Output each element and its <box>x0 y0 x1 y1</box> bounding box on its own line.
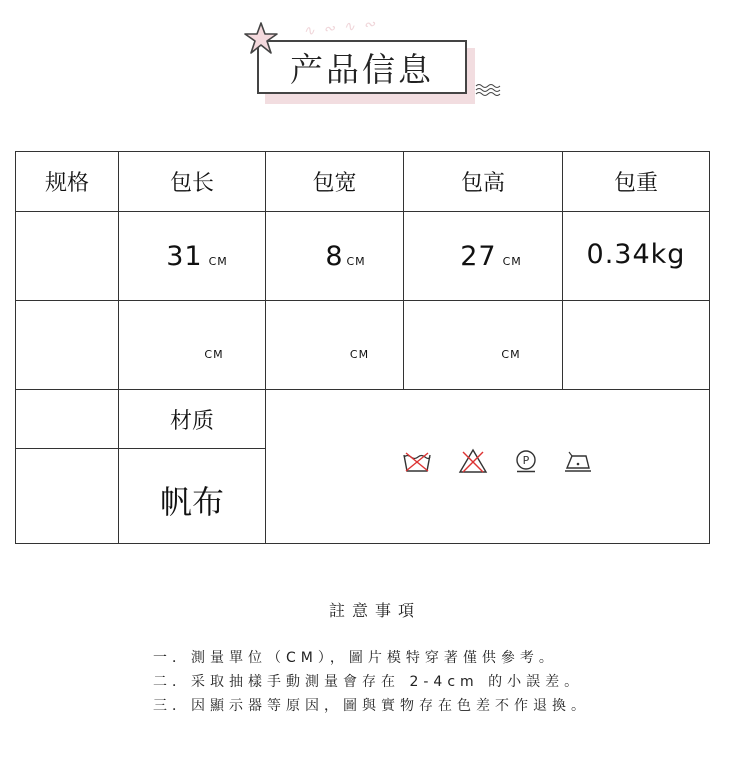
header-cell: 包宽 <box>266 152 404 212</box>
star-icon <box>243 20 279 56</box>
height-value: 27 <box>460 240 497 272</box>
hand-wash-icon <box>402 449 432 473</box>
height-cell <box>404 212 563 301</box>
width-value: 8 <box>325 240 344 272</box>
material-label-cell <box>119 390 266 449</box>
notes-title: 註意事項 <box>328 601 421 620</box>
iron-low-icon <box>564 450 592 472</box>
no-bleach-icon <box>458 448 488 474</box>
height-unit: CM <box>502 254 522 268</box>
height-unit: CM <box>501 347 521 361</box>
width-unit: CM <box>349 347 370 361</box>
material-value-cell <box>119 449 266 544</box>
table-row <box>16 212 710 301</box>
care-icons-cell <box>266 390 710 544</box>
length-unit: CM <box>204 347 224 361</box>
width-cell <box>266 212 404 301</box>
header-cell: 包重 <box>563 152 710 212</box>
length-cell <box>119 301 266 390</box>
size-cell <box>16 212 119 301</box>
material-label: 材质 <box>169 408 214 434</box>
header-cell: 规格 <box>16 152 119 212</box>
decorative-script: ∿ ∾ ∿ ∾ <box>302 16 378 40</box>
wave-lines-icon <box>475 82 501 96</box>
note-line: 二．采取抽樣手動測量會存在 2-4cm 的小誤差。 <box>153 674 584 690</box>
width-unit: CM <box>346 254 366 268</box>
spec-table <box>15 151 710 544</box>
table-row <box>16 301 710 390</box>
weight-cell <box>563 212 710 301</box>
table-row <box>16 390 710 449</box>
page-title: 产品信息 <box>290 49 434 89</box>
header-cell: 包长 <box>119 152 266 212</box>
badge-box <box>257 40 467 94</box>
table-header-row <box>16 152 710 212</box>
material-value: 帆布 <box>159 483 224 521</box>
weight-value: 0.34kg <box>586 238 686 270</box>
size-cell <box>16 449 119 544</box>
title-badge <box>243 16 505 112</box>
care-icons <box>266 448 709 486</box>
width-cell <box>266 301 404 390</box>
note-line: 一．測量單位（CM），圖片模特穿著僅供參考。 <box>153 650 558 666</box>
length-unit: CM <box>208 254 228 268</box>
dry-clean-p-icon <box>514 449 538 473</box>
length-cell <box>119 212 266 301</box>
length-value: 31 <box>166 240 203 272</box>
weight-cell <box>563 301 710 390</box>
height-cell <box>404 301 563 390</box>
size-cell <box>16 301 119 390</box>
header-cell: 包高 <box>404 152 563 212</box>
size-cell <box>16 390 119 449</box>
note-line: 三．因顯示器等原因，圖與實物存在色差不作退換。 <box>153 698 590 714</box>
svg-text:P: P <box>522 453 529 467</box>
